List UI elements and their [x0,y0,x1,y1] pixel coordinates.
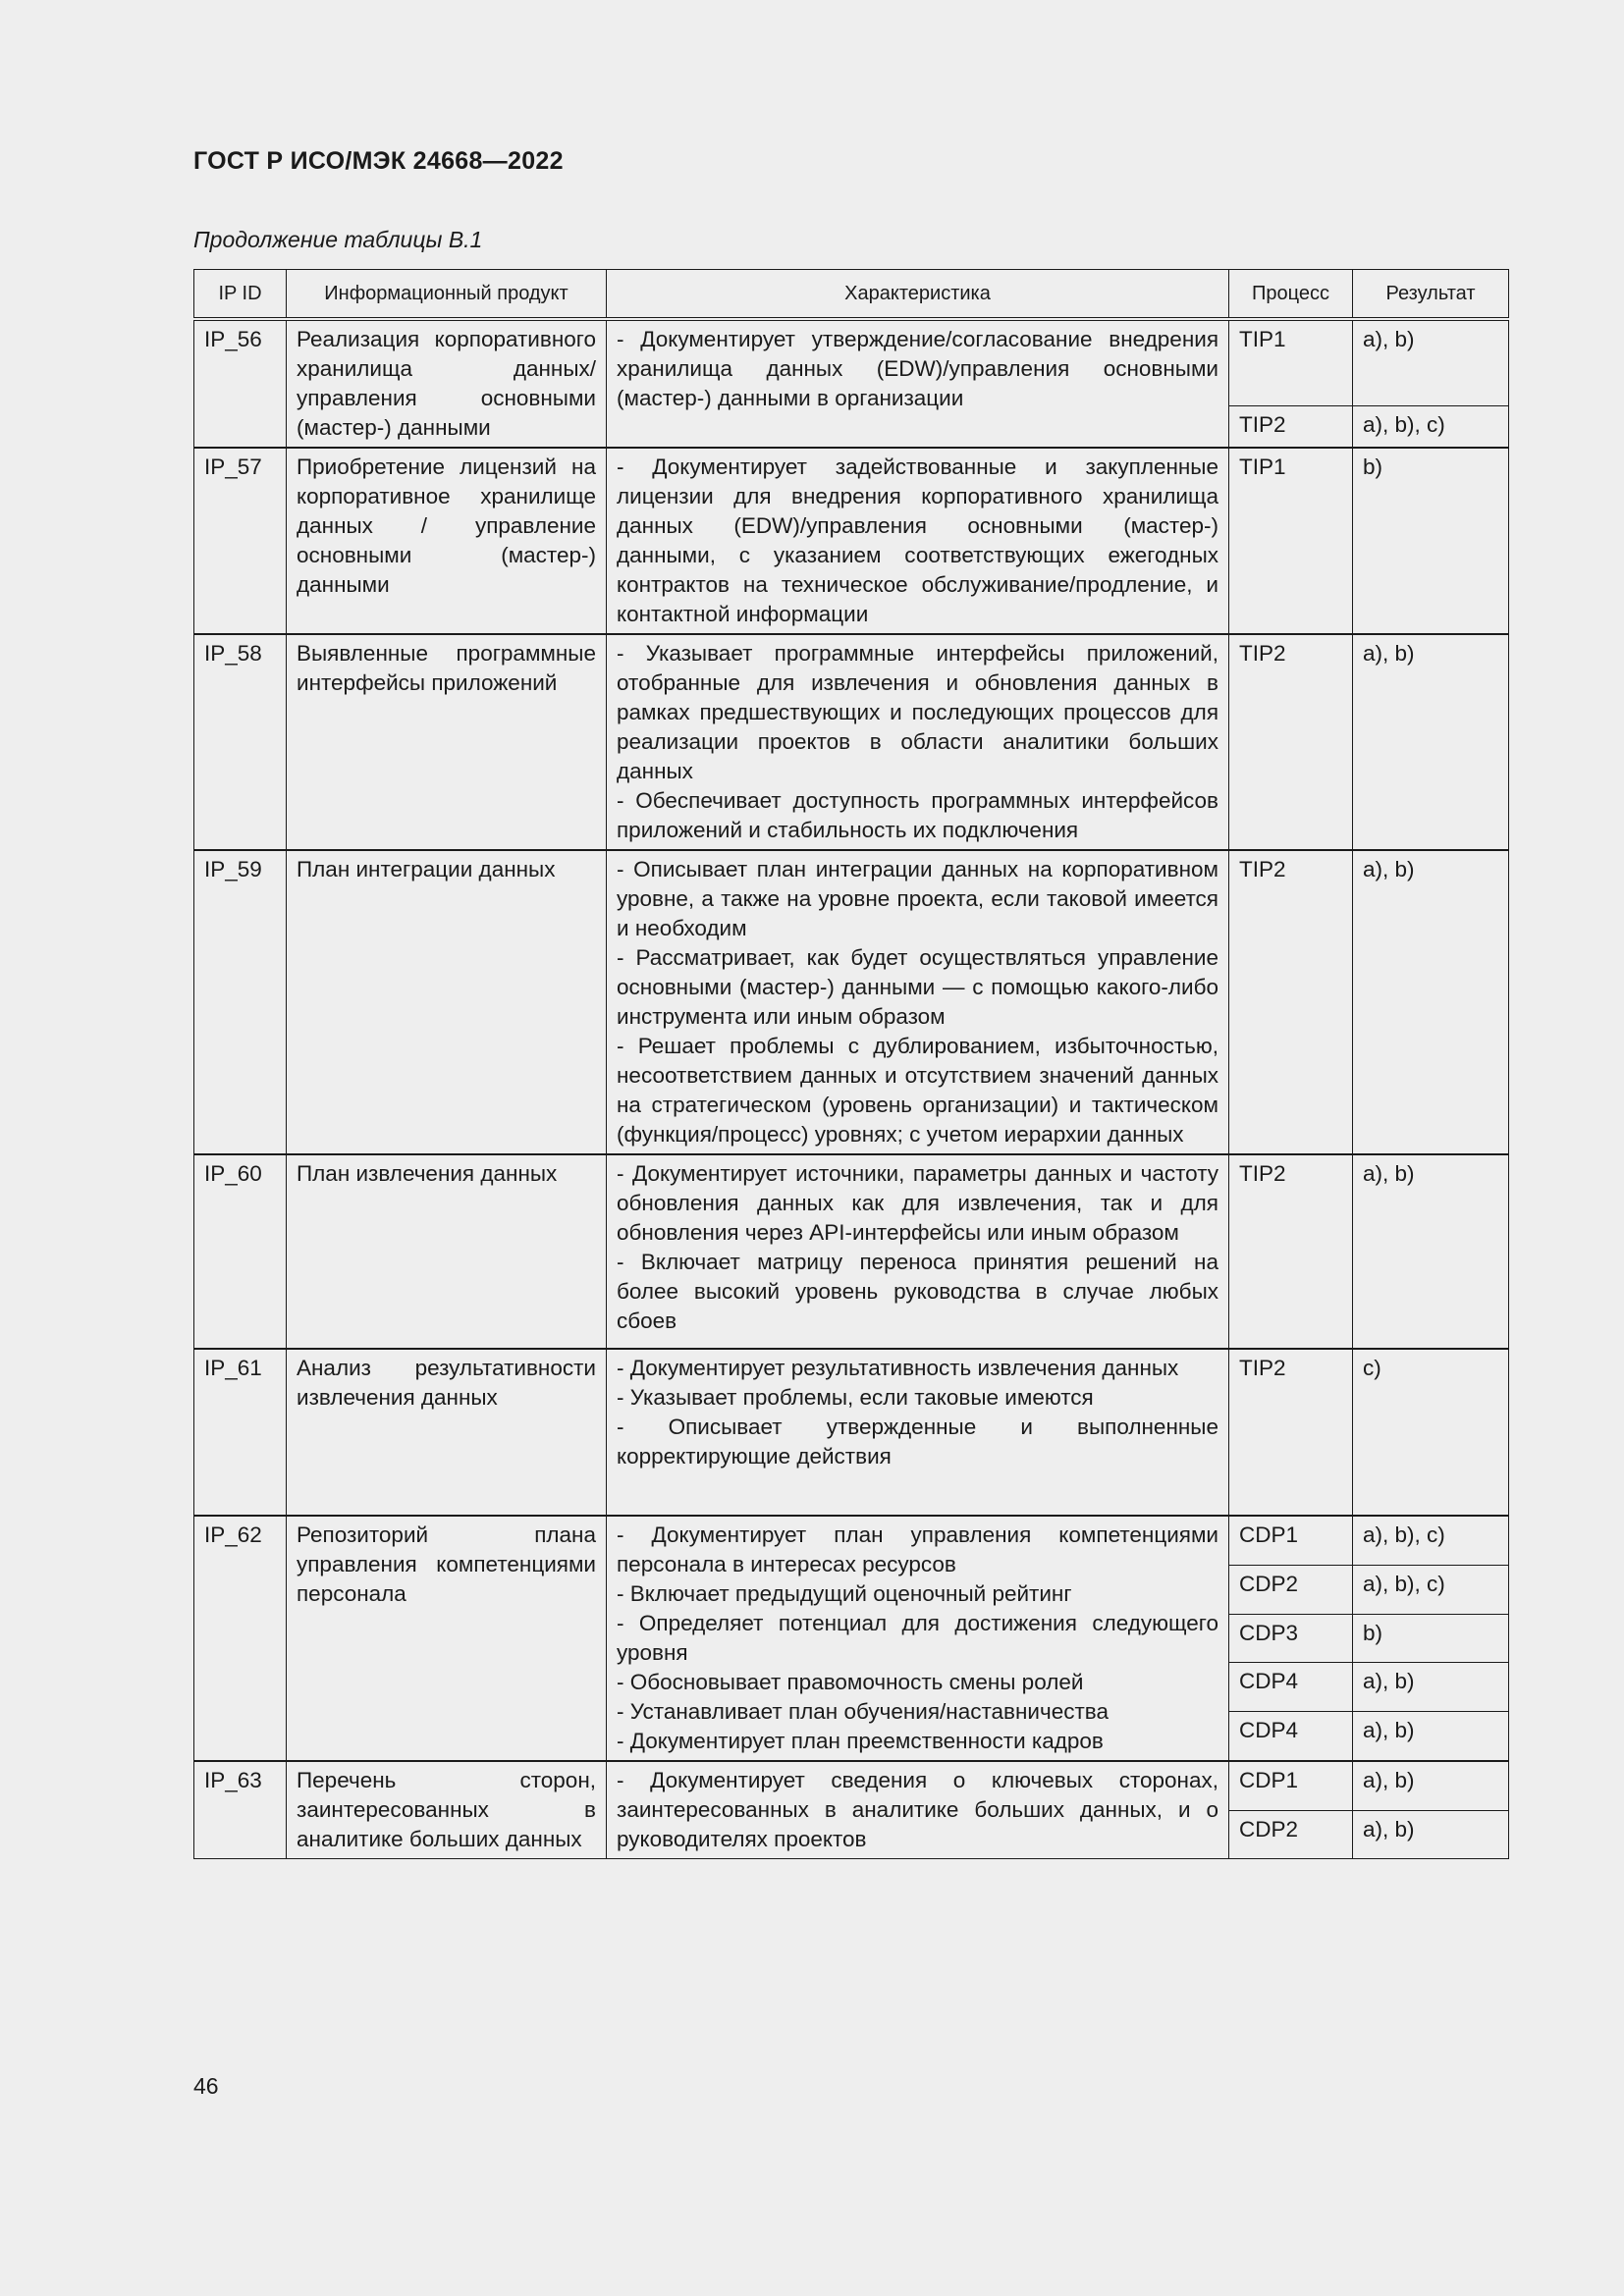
cell-result: а), b) [1353,1712,1509,1761]
cell-ip-id: IP_57 [194,448,287,634]
cell-result: а), b) [1353,1761,1509,1810]
col-header-process: Процесс [1229,270,1353,320]
characteristic-line: - Рассматривает, как будет осуществляться управление основными (мастер-) данными — с помощью какого-либо инструмента или иным образом [617,945,1218,1029]
cell-characteristics [607,1349,1229,1516]
characteristic-line: - Документирует план управления компетенциями персонала в интересах ресурсов [617,1522,1218,1576]
characteristic-line: - Документирует утверждение/согласование внедрения хранилища данных (EDW)/управления основными (мастер-) данными в организации [617,327,1218,410]
characteristic-line: - Документирует результативность извлечения данных [617,1356,1179,1380]
cell-product: Анализ результативности извлечения данных [287,1349,607,1516]
table-header-row [194,270,1509,320]
table-row [194,1154,1509,1349]
cell-process: TIP2 [1229,1349,1353,1516]
cell-result: а), b), c) [1353,406,1509,448]
cell-characteristics [607,1516,1229,1761]
cell-characteristics [607,634,1229,850]
cell-product: Реализация корпоративного хранилища данных/ управления основными (мастер-) данными [287,319,607,448]
cell-process: CDP1 [1229,1761,1353,1810]
cell-ip-id: IP_62 [194,1516,287,1761]
characteristic-line: - Описывает утвержденные и выполненные корректирующие действия [617,1415,1218,1468]
col-header-ip-id: IP ID [194,270,287,320]
cell-result: а), b) [1353,319,1509,406]
cell-result: c) [1353,1349,1509,1516]
cell-characteristics [607,1154,1229,1349]
cell-process: TIP1 [1229,448,1353,634]
cell-process: TIP2 [1229,1154,1353,1349]
cell-product: Приобретение лицензий на корпоративное хранилище данных / управление основными (мастер-) данными [287,448,607,634]
characteristic-line: - Документирует задействованные и закупленные лицензии для внедрения корпоративного хранилища данных (EDW)/управления основными (мастер-) данными, с указанием соответствующих ежегодных контрактов на техническое обслуживание/продление, и контактной информации [617,454,1218,626]
table-row [194,1516,1509,1565]
cell-product: Перечень сторон, заинтересованных в аналитике больших данных [287,1761,607,1859]
cell-process: TIP2 [1229,406,1353,448]
cell-process: TIP1 [1229,319,1353,406]
cell-result: b) [1353,448,1509,634]
characteristic-line: - Обеспечивает доступность программных интерфейсов приложений и стабильность их подключения [617,788,1218,842]
cell-ip-id: IP_60 [194,1154,287,1349]
cell-process: CDP2 [1229,1810,1353,1858]
cell-process: CDP3 [1229,1614,1353,1663]
cell-process: CDP4 [1229,1663,1353,1712]
cell-characteristics [607,319,1229,448]
cell-result: а), b) [1353,1663,1509,1712]
cell-result: а), b) [1353,634,1509,850]
table-row [194,448,1509,634]
characteristic-line: - Документирует сведения о ключевых сторонах, заинтересованных в аналитике больших данных, и о руководителях проектов [617,1768,1218,1851]
cell-product: Репозиторий плана управления компетенциями персонала [287,1516,607,1761]
table-row [194,850,1509,1154]
characteristic-line: - Документирует план преемственности кадров [617,1729,1104,1753]
page-number: 46 [193,2073,219,2099]
characteristic-line: - Определяет потенциал для достижения следующего уровня [617,1611,1218,1665]
cell-product: План извлечения данных [287,1154,607,1349]
cell-result: а), b) [1353,850,1509,1154]
table-row [194,319,1509,406]
cell-ip-id: IP_58 [194,634,287,850]
cell-ip-id: IP_63 [194,1761,287,1859]
cell-result: а), b), c) [1353,1516,1509,1565]
col-header-result: Результат [1353,270,1509,320]
characteristic-line: - Включает матрицу переноса принятия решений на более высокий уровень руководства в случае любых сбоев [617,1250,1218,1333]
data-table [193,269,1509,1859]
table-row [194,1349,1509,1516]
characteristic-line: - Устанавливает план обучения/наставничества [617,1699,1109,1724]
cell-product: План интеграции данных [287,850,607,1154]
cell-process: CDP4 [1229,1712,1353,1761]
characteristic-line: - Указывает проблемы, если таковые имеются [617,1385,1094,1410]
table-caption: Продолжение таблицы В.1 [193,227,483,252]
cell-ip-id: IP_56 [194,319,287,448]
cell-product: Выявленные программные интерфейсы приложений [287,634,607,850]
cell-process: CDP2 [1229,1565,1353,1614]
characteristic-line: - Указывает программные интерфейсы приложений, отобранные для извлечения и обновления данных в рамках предшествующих и последующих процессов для реализации проектов в области аналитики больших данных [617,641,1218,783]
cell-characteristics [607,1761,1229,1859]
characteristic-line: - Описывает план интеграции данных на корпоративном уровне, а также на уровне проекта, если таковой имеется и необходим [617,857,1218,940]
col-header-characteristics: Характеристика [607,270,1229,320]
cell-result: а), b), c) [1353,1565,1509,1614]
document-header: ГОСТ Р ИСО/МЭК 24668—2022 [193,147,564,175]
characteristic-line: - Документирует источники, параметры данных и частоту обновления данных как для извлечения, так и для обновления через API-интерфейсы или иным образом [617,1161,1218,1245]
characteristic-line: - Решает проблемы с дублированием, избыточностью, несоответствием данных и отсутствием значений данных на стратегическом (уровень организации) и тактическом (функция/процесс) уровнях; с учетом иерархии данных [617,1034,1218,1147]
cell-characteristics [607,448,1229,634]
characteristic-line: - Включает предыдущий оценочный рейтинг [617,1581,1072,1606]
characteristic-line: - Обосновывает правомочность смены ролей [617,1670,1084,1694]
cell-characteristics [607,850,1229,1154]
cell-process: CDP1 [1229,1516,1353,1565]
cell-result: b) [1353,1614,1509,1663]
col-header-product: Информационный продукт [287,270,607,320]
cell-ip-id: IP_61 [194,1349,287,1516]
cell-ip-id: IP_59 [194,850,287,1154]
cell-process: TIP2 [1229,850,1353,1154]
table-body [194,319,1509,1859]
cell-result: а), b) [1353,1810,1509,1858]
table-row [194,634,1509,850]
cell-result: а), b) [1353,1154,1509,1349]
table-row [194,1761,1509,1810]
cell-process: TIP2 [1229,634,1353,850]
